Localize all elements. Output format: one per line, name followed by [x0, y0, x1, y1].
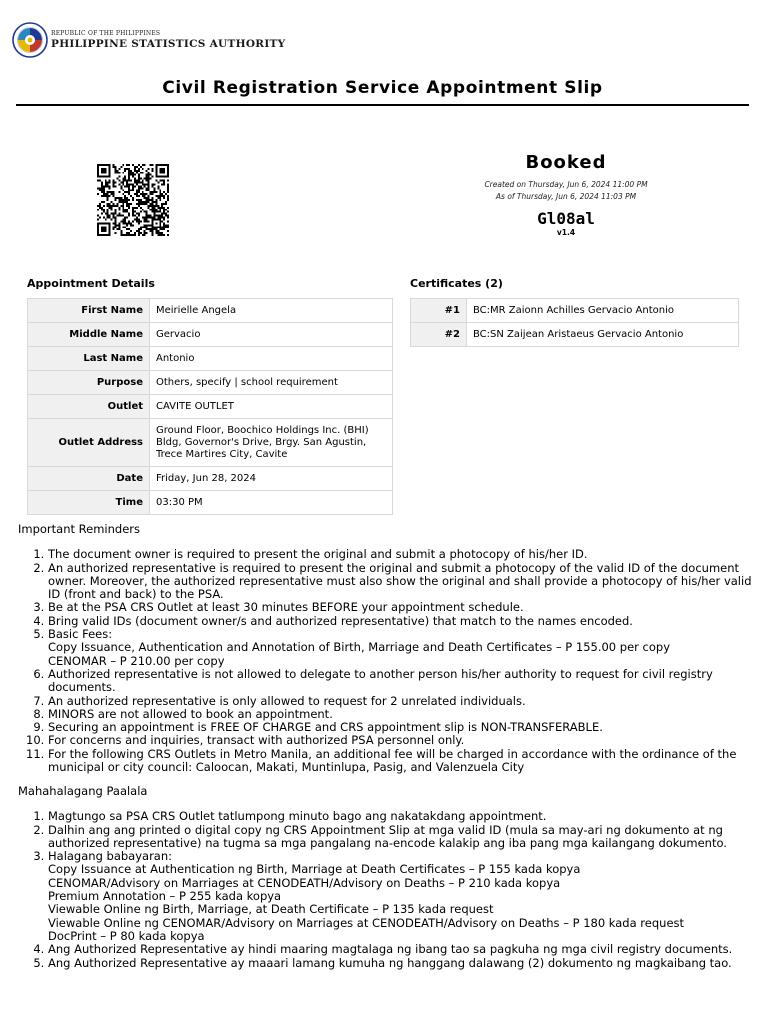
list-item-text: Dalhin ang ang printed o digital copy ng CRS Appointment Slip at mga valid ID (mula sa may-ari ng dokumento at ng authorized representative) na tugma sa mga pangalang na-encode kalakip ang iba pang mga kailangang dokumento. [48, 822, 727, 850]
appointment-details-heading: Appointment Details [27, 277, 155, 290]
created-timestamp: Created on Thursday, Jun 6, 2024 11:00 PM [484, 180, 648, 189]
important-reminders [18, 523, 754, 774]
list-item [48, 721, 754, 734]
list-item [48, 810, 754, 823]
certificate-value: BC:SN Zaijean Aristaeus Gervacio Antonio [467, 323, 739, 347]
qr-code-icon [96, 164, 170, 236]
list-item [48, 824, 754, 851]
detail-value: CAVITE OUTLET [150, 395, 393, 419]
reminders-heading: Important Reminders [18, 522, 140, 536]
table-row [28, 371, 393, 395]
list-item [48, 850, 754, 943]
table-row [28, 347, 393, 371]
org-name: PHILIPPINE STATISTICS AUTHORITY [51, 37, 286, 50]
detail-value: Ground Floor, Boochico Holdings Inc. (BHI) Bldg, Governor's Drive, Brgy. San Agustin, Trece Martires City, Cavite [150, 419, 393, 467]
list-item-text: Ang Authorized Representative ay hindi maaring magtalaga ng ibang tao sa pagkuha ng mga civil registry documents. [48, 942, 733, 957]
list-item [48, 628, 754, 668]
detail-label: Outlet [28, 395, 150, 419]
detail-label: Date [28, 467, 150, 491]
list-item [48, 615, 754, 628]
certificates-heading: Certificates (2) [410, 277, 503, 290]
detail-value: Meirielle Angela [150, 299, 393, 323]
list-item-text: Magtungo sa PSA CRS Outlet tatlumpong minuto bago ang nakatakdang appointment. [48, 809, 547, 824]
list-item [48, 957, 754, 970]
status-block [420, 152, 712, 237]
list-item-text: Bring valid IDs (document owner/s and authorized representative) that match to the names encoded. [48, 613, 633, 628]
list-item-text: Ang Authorized Representative ay maaari lamang kumuha ng hanggang dalawang (2) dokumento ng magkaibang tao. [48, 955, 732, 970]
detail-label: Last Name [28, 347, 150, 371]
detail-label: Middle Name [28, 323, 150, 347]
list-item-text: Authorized representative is not allowed to delegate to another person his/her authority to request for civil registry documents. [48, 666, 713, 695]
detail-label: Purpose [28, 371, 150, 395]
list-item-text: The document owner is required to present the original and submit a photocopy of his/her ID. [48, 547, 588, 562]
paalala-list [18, 810, 754, 970]
table-row [28, 395, 393, 419]
list-item [48, 734, 754, 747]
list-item-text: Halagang babayaran: [48, 849, 173, 864]
list-item [48, 562, 754, 602]
paalala-heading: Mahahalagang Paalala [18, 784, 148, 798]
list-subitem: Viewable Online ng Birth, Marriage, at Death Certificate – P 135 kada request [48, 902, 494, 917]
version-label: v1.4 [556, 228, 576, 237]
as-of-timestamp: As of Thursday, Jun 6, 2024 11:03 PM [495, 192, 637, 201]
detail-value: Friday, Jun 28, 2024 [150, 467, 393, 491]
header [12, 16, 285, 64]
detail-value: 03:30 PM [150, 491, 393, 515]
appointment-details-table [27, 298, 393, 515]
list-subitem: DocPrint – P 80 kada kopya [48, 928, 205, 943]
psa-seal-icon [12, 22, 48, 58]
list-item-text: For the following CRS Outlets in Metro Manila, an additional fee will be charged in accordance with the ordinance of the municipal or city council: Caloocan, Makati, Muntinlupa, Pasig, and Valenzuela City [48, 746, 737, 775]
table-row [28, 419, 393, 467]
detail-label: Outlet Address [28, 419, 150, 467]
table-row [411, 323, 739, 347]
list-item [48, 943, 754, 956]
status-label: Booked [525, 152, 607, 173]
list-item-text: Securing an appointment is FREE OF CHARGE and CRS appointment slip is NON-TRANSFERABLE. [48, 720, 603, 735]
page-title: Civil Registration Service Appointment Slip [16, 78, 749, 106]
table-row [28, 299, 393, 323]
list-item-text: MINORS are not allowed to book an appointment. [48, 706, 333, 721]
list-item [48, 748, 754, 775]
list-item-text: Be at the PSA CRS Outlet at least 30 minutes BEFORE your appointment schedule. [48, 600, 524, 615]
list-subitem: CENOMAR/Advisory on Marriages at CENODEATH/Advisory on Deaths – P 210 kada kopya [48, 875, 561, 890]
certificate-number: #2 [411, 323, 467, 347]
detail-label: First Name [28, 299, 150, 323]
list-item-text: An authorized representative is only allowed to request for 2 unrelated individuals. [48, 693, 526, 708]
certificate-number: #1 [411, 299, 467, 323]
list-item-text: For concerns and inquiries, transact with authorized PSA personnel only. [48, 733, 465, 748]
table-row [28, 467, 393, 491]
list-item [48, 548, 754, 561]
detail-value: Gervacio [150, 323, 393, 347]
table-row [411, 299, 739, 323]
list-subitem: Copy Issuance at Authentication ng Birth, Marriage at Death Certificates – P 155 kada kopya [48, 862, 581, 877]
detail-label: Time [28, 491, 150, 515]
org-name-block [51, 31, 285, 50]
reminders-list [18, 548, 754, 774]
list-subitem: Viewable Online ng CENOMAR/Advisory on Marriages at CENODEATH/Advisory on Deaths – P 180 kada request [48, 915, 685, 930]
table-row [28, 323, 393, 347]
certificates-table [410, 298, 739, 347]
list-subitem: CENOMAR – P 210.00 per copy [48, 653, 225, 668]
org-country: REPUBLIC OF THE PHILIPPINES [51, 29, 161, 37]
detail-value: Antonio [150, 347, 393, 371]
list-item [48, 708, 754, 721]
list-subitem: Premium Annotation – P 255 kada kopya [48, 889, 282, 904]
table-row [28, 491, 393, 515]
reference-code: Gl08al [537, 209, 595, 228]
list-item-text: Basic Fees: [48, 627, 113, 642]
list-subitem: Copy Issuance, Authentication and Annotation of Birth, Marriage and Death Certificates – P 155.00 per copy [48, 640, 670, 655]
detail-value: Others, specify | school requirement [150, 371, 393, 395]
mahahalagang-paalala [18, 785, 754, 970]
list-item [48, 695, 754, 708]
list-item [48, 668, 754, 695]
list-item-text: An authorized representative is required to present the original and submit a photocopy of the valid ID of the document owner. Moreover, the authorized representative must also show the original and shall provide a photocopy of his/her valid ID (front and back) to the PSA. [48, 560, 752, 602]
list-item [48, 601, 754, 614]
certificate-value: BC:MR Zaionn Achilles Gervacio Antonio [467, 299, 739, 323]
